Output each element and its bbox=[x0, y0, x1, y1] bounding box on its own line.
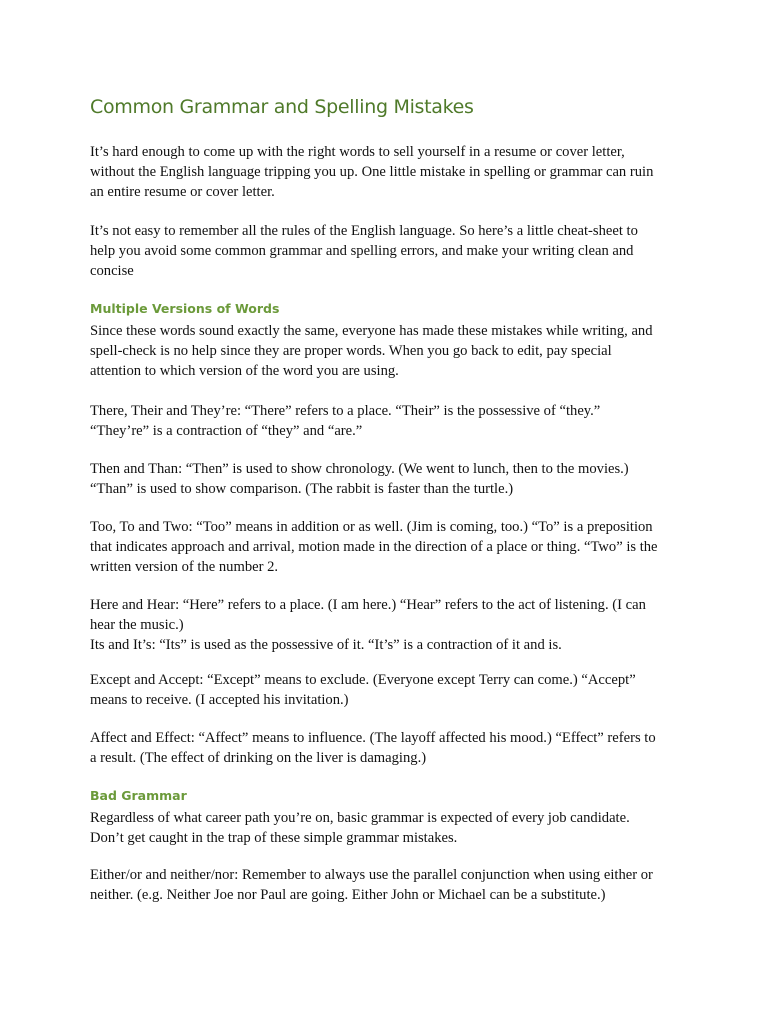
text-line: that indicates approach and arrival, motion made in the direction of a place or thing. “Two” is the bbox=[90, 539, 658, 555]
text-line: help you avoid some common grammar and spelling errors, and make your writing clean and bbox=[90, 243, 634, 259]
text-line: There, Their and They’re: “There” refers to a place. “Their” is the possessive of “they.” bbox=[90, 403, 601, 419]
text-line: Affect and Effect: “Affect” means to influence. (The layoff affected his mood.) “Effect” refers to bbox=[90, 730, 656, 746]
text-line: It’s hard enough to come up with the right words to sell yourself in a resume or cover letter, bbox=[90, 144, 625, 160]
text-line: an entire resume or cover letter. bbox=[90, 184, 275, 200]
text-line: written version of the number 2. bbox=[90, 559, 279, 575]
text-line: It’s not easy to remember all the rules of the English language. So here’s a little cheat-sheet to bbox=[90, 223, 638, 239]
except-accept-paragraph bbox=[90, 670, 680, 710]
too-to-two-paragraph bbox=[90, 517, 680, 577]
text-line: “They’re” is a contraction of “they” and “are.” bbox=[90, 423, 363, 439]
text-line: Either/or and neither/nor: Remember to always use the parallel conjunction when using either or bbox=[90, 867, 653, 883]
either-neither-paragraph bbox=[90, 865, 680, 905]
text-line: “Than” is used to show comparison. (The rabbit is faster than the turtle.) bbox=[90, 481, 514, 497]
text-line: hear the music.) bbox=[90, 617, 184, 633]
section-heading-multiple-versions: Multiple Versions of Words bbox=[90, 301, 280, 316]
text-line: concise bbox=[90, 263, 134, 279]
text-line: a result. (The effect of drinking on the liver is damaging.) bbox=[90, 750, 427, 766]
section1-intro-paragraph bbox=[90, 321, 680, 381]
page-title: Common Grammar and Spelling Mistakes bbox=[90, 96, 474, 118]
text-line: Don’t get caught in the trap of these simple grammar mistakes. bbox=[90, 830, 458, 846]
text-line: Here and Hear: “Here” refers to a place. (I am here.) “Hear” refers to the act of listening. (I can bbox=[90, 597, 646, 613]
text-line: Regardless of what career path you’re on, basic grammar is expected of every job candidate. bbox=[90, 810, 630, 826]
text-line: Except and Accept: “Except” means to exclude. (Everyone except Terry can come.) “Accept” bbox=[90, 672, 636, 688]
text-line: means to receive. (I accepted his invitation.) bbox=[90, 692, 349, 708]
text-line: spell-check is no help since they are proper words. When you go back to edit, pay special bbox=[90, 343, 612, 359]
text-line: Its and It’s: “Its” is used as the possessive of it. “It’s” is a contraction of it and is. bbox=[90, 637, 562, 653]
affect-effect-paragraph bbox=[90, 728, 680, 768]
intro-paragraph-1 bbox=[90, 142, 680, 202]
text-line: Too, To and Two: “Too” means in addition or as well. (Jim is coming, too.) “To” is a preposition bbox=[90, 519, 653, 535]
text-line: neither. (e.g. Neither Joe nor Paul are going. Either John or Michael can be a substitute.) bbox=[90, 887, 606, 903]
here-hear-its-paragraph bbox=[90, 595, 680, 655]
section-heading-bad-grammar: Bad Grammar bbox=[90, 788, 187, 803]
text-line: Since these words sound exactly the same, everyone has made these mistakes while writing, and bbox=[90, 323, 653, 339]
text-line: attention to which version of the word you are using. bbox=[90, 363, 399, 379]
there-their-theyre-paragraph bbox=[90, 401, 680, 441]
then-than-paragraph bbox=[90, 459, 680, 499]
section2-intro-paragraph bbox=[90, 808, 680, 848]
intro-paragraph-2 bbox=[90, 221, 680, 281]
text-line: without the English language tripping you up. One little mistake in spelling or grammar can ruin bbox=[90, 164, 654, 180]
text-line: Then and Than: “Then” is used to show chronology. (We went to lunch, then to the movies.) bbox=[90, 461, 629, 477]
